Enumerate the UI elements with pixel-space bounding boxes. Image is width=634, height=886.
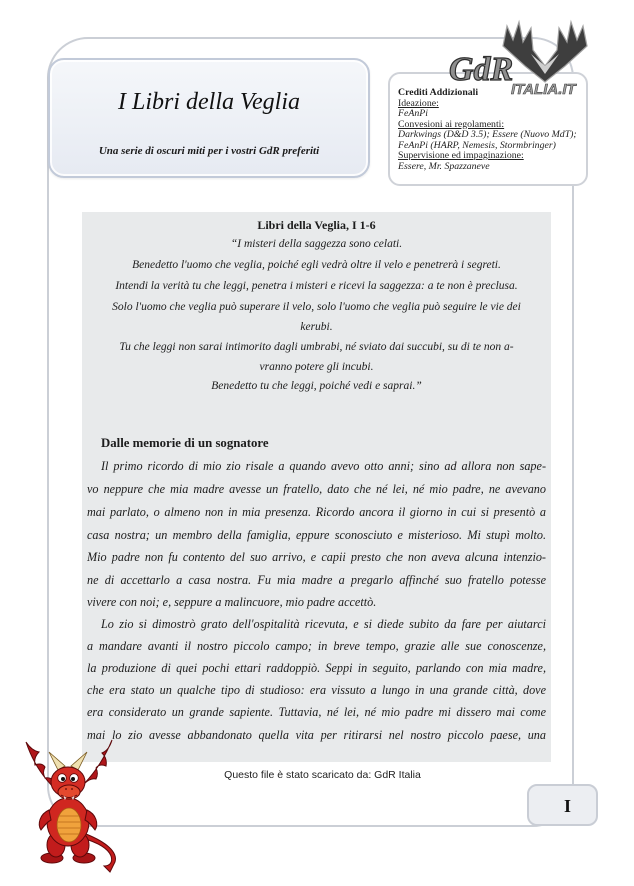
credits-label-supervision: Supervisione ed impaginazione:	[398, 150, 524, 161]
body-text-line: vo neppure che mia madre avesse un fratello, dato che né lei, né mio padre, ne avevano	[87, 482, 546, 496]
gdr-italia-logo	[445, 16, 595, 112]
dragon-snout	[58, 785, 80, 799]
dragon-nostril-left	[65, 788, 67, 790]
body-text-line: a mandare avanti il nostro piccolo campo; in breve tempo, grazie alle sue conoscenze,	[87, 639, 546, 653]
quote-line: Benedetto tu che leggi, poiché vedi e saprai.”	[211, 380, 422, 392]
download-note: Questo file è stato scaricato da: GdR Italia	[224, 769, 421, 781]
credits-value-conversions-2: FeAnPi (HARP, Nemesis, Stormbringer)	[398, 139, 556, 151]
body-text-line: Lo zio si dimostrò grato dell'ospitalità ricevuta, e si diede subito da fare per aiutarci	[101, 617, 546, 631]
quote-line: vranno potere gli incubi.	[259, 361, 374, 373]
page-number: I	[563, 796, 571, 816]
page-number-box	[527, 784, 598, 826]
body-text-line: mai lo zio avesse abbandonato quella vita per ritirarsi nel nostro piccolo paese, una	[87, 728, 546, 742]
quote-line: “I misteri della saggezza sono celati.	[230, 238, 403, 250]
body-text-line: Mio padre non fu contento del suo arrivo, e capii presto che non aveva alcuna intenzio-	[87, 550, 546, 564]
body-text-line: era considerato un grande sapiente. Tuttavia, né lei, né mio padre mi dissero mai come	[87, 705, 546, 719]
credits-label-ideation: Ideazione:	[398, 97, 439, 109]
page-title: I Libri della Veglia	[118, 89, 300, 115]
memoir-heading: Dalle memorie di un sognatore	[101, 436, 269, 450]
body-text-line: la produzione di quei pochi ettari raddoppiò. Seppi in seguito, parlando con mia madre,	[87, 661, 546, 675]
dragon-pupil-right	[71, 777, 75, 781]
title-panel	[48, 58, 370, 178]
quote-line: kerubi.	[300, 321, 333, 333]
credits-label-conversions: Convesioni ai regolamenti:	[398, 118, 505, 130]
credits-value-supervision: Essere, Mr. Spazzaneve	[398, 160, 490, 172]
body-text-line: ne di accettarlo a casa nostra. Fu mia madre a pregarlo affinché suo fratello potesse	[87, 573, 546, 587]
dragon-nostril-right	[71, 788, 73, 790]
credits-value-ideation: FeAnPi	[398, 108, 428, 119]
quote-line: Tu che leggi non sarai intimorito dagli umbrabi, né sviato dai succubi, su di te non a-	[119, 341, 514, 353]
credits-value-conversions-1: Darkwings (D&D 3.5); Essere (Nuovo MdT);	[398, 129, 577, 140]
excerpt-heading: Libri della Veglia, I 1-6	[257, 218, 376, 232]
dragon-belly	[57, 808, 81, 842]
red-dragon-illustration	[18, 738, 118, 874]
dragon-pupil-left	[61, 777, 65, 781]
logo-wordmark: GdR	[449, 51, 514, 88]
logo-domain-text: ITALIA.IT	[511, 81, 576, 98]
quote-line: Intendi la verità tu che leggi, penetra i misteri e ricevi la saggezza: a te non è preclusa.	[115, 280, 518, 292]
body-text-line: casa nostra; un membro della famiglia, eppure sconosciuto e misterioso. Mi stupì molto.	[87, 528, 546, 542]
body-text-line: vivere con noi; e, seppure a malincuore, mio padre accettò.	[87, 595, 377, 609]
quote-line: Benedetto l'uomo che veglia, poiché egli vedrà oltre il velo e penetrerà i segreti.	[132, 259, 501, 271]
body-text-line: mai parlato, o almeno non in mia presenza. Ricordo ancora il giorno in cui si presentò a	[87, 505, 546, 519]
page-subtitle: Una serie di oscuri miti per i vostri GdR preferiti	[98, 145, 320, 157]
credits-heading: Crediti Addizionali	[398, 87, 479, 98]
body-text-line: che era stato un qualche tipo di studioso: era vissuto a lungo in una grande città, dove	[87, 683, 546, 697]
quote-line: Solo l'uomo che veglia può superare il velo, solo l'uomo che veglia può seguire le vie dei	[112, 301, 521, 313]
body-text-line: Il primo ricordo di mio zio risale a quando avevo otto anni; sino ad allora non sape-	[101, 459, 546, 473]
